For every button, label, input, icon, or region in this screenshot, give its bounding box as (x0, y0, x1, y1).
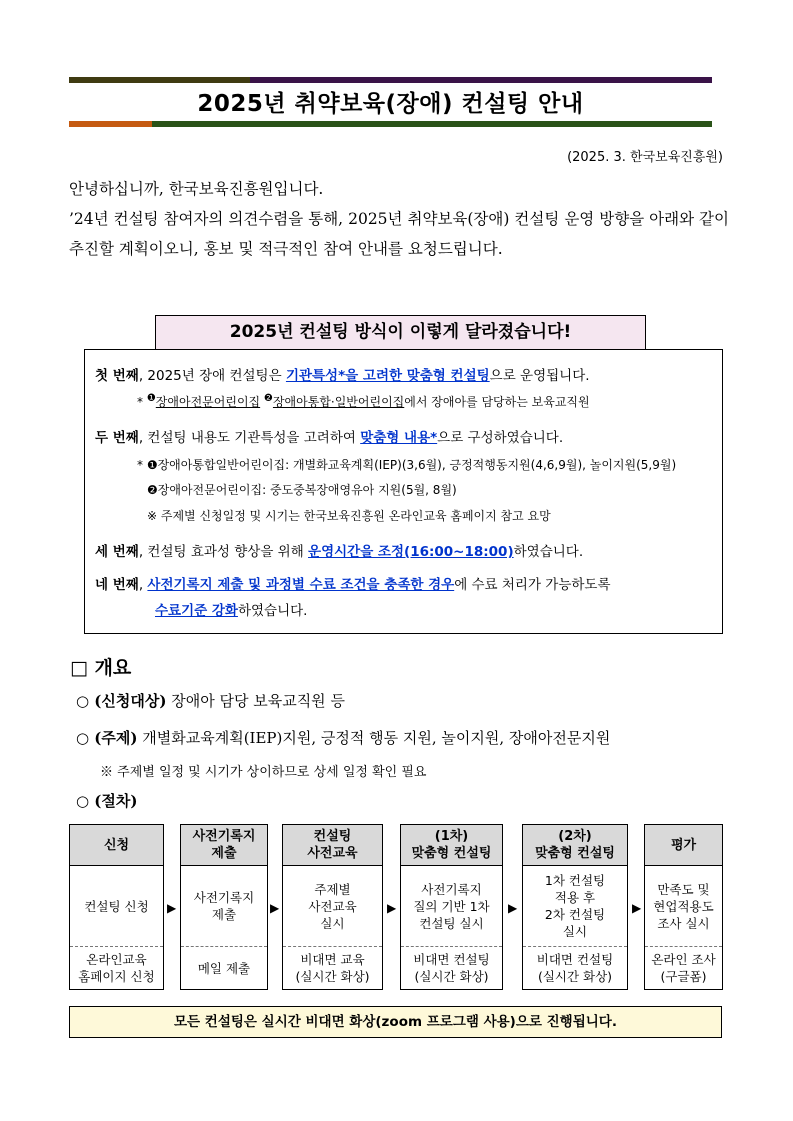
procedure-step-header: 사전기록지 제출 (181, 825, 267, 866)
title-bar-top-accent (69, 77, 250, 83)
changes-heading: 2025년 컨설팅 방식이 이렇게 달라졌습니다! (155, 315, 646, 350)
procedure-step (282, 824, 383, 990)
change-item-4 (95, 573, 611, 593)
change-item-3 (95, 540, 583, 560)
change-1-pre: , 2025년 장애 컨설팅은 (138, 368, 286, 384)
footer-note: 모든 컨설팅은 실시간 비대면 화상(zoom 프로그램 사용)으로 진행됩니다. (69, 1006, 722, 1038)
change-1-note-star: * (137, 395, 143, 409)
procedure-step-header: (1차) 맞춤형 컨설팅 (401, 825, 502, 866)
change-1-note-a: 장애아전문어린이집 (155, 395, 261, 409)
change-1-note (137, 393, 590, 410)
procedure-step-header: (2차) 맞춤형 컨설팅 (523, 825, 627, 866)
procedure-step-footer: 비대면 컨설팅 (실시간 화상) (413, 952, 490, 984)
procedure-arrow-icon: ▶ (270, 901, 280, 915)
procedure-arrow-icon: ▶ (167, 901, 177, 915)
procedure-step-footer: 비대면 컨설팅 (실시간 화상) (536, 952, 614, 984)
intro (69, 174, 729, 264)
change-2-note-line3: ※ 주제별 신청일정 및 시기는 한국보육진흥원 온라인교육 홈페이지 참고 요망 (147, 509, 551, 523)
change-1-highlight: 기관특성*을 고려한 맞춤형 컨설팅 (285, 368, 490, 384)
change-2-ordinal: 두 번째 (95, 430, 139, 446)
overview-topic-label: ○ (주제) (76, 729, 138, 747)
change-4-pre: , (138, 577, 148, 593)
overview-procedure-label: ○ (절차) (76, 792, 138, 810)
procedure-step-footer: 비대면 교육 (실시간 화상) (295, 952, 370, 984)
change-2-pre: , 컨설팅 내용도 기관특성을 고려하여 (138, 430, 361, 446)
procedure-step (69, 824, 164, 990)
overview-procedure (76, 790, 138, 811)
overview-topic (76, 727, 610, 748)
procedure-step-header: 컨설팅 사전교육 (283, 825, 382, 866)
change-2-note-star: * (137, 458, 143, 472)
procedure-step-footer: 메일 제출 (197, 960, 251, 976)
procedure-step (644, 824, 723, 990)
date-line: (2025. 3. 한국보육진흥원) (567, 150, 723, 165)
change-2-note-line1-text: ❶장애아통합일반어린이집: 개별화교육계획(IEP)(3,6월), 긍정적행동지원(4,6,9월), 놀이지원(5,9월) (146, 458, 677, 472)
procedure-arrow-icon: ▶ (508, 901, 518, 915)
overview-topic-note: ※ 주제별 일정 및 시기가 상이하므로 상세 일정 확인 필요 (100, 765, 427, 780)
procedure-step-main: 만족도 및 현업적용도 조사 실시 (645, 866, 722, 947)
change-3-ordinal: 세 번째 (95, 544, 139, 560)
procedure-step-main: 주제별 사전교육 실시 (283, 866, 382, 947)
change-3-post: 하였습니다. (513, 544, 584, 560)
procedure-arrow-icon: ▶ (387, 901, 397, 915)
change-item-4-cont (155, 599, 307, 619)
change-1-post: 으로 운영됩니다. (489, 368, 590, 384)
title-bar-bottom (69, 121, 712, 127)
change-1-ordinal: 첫 번째 (95, 368, 139, 384)
procedure-step-main: 컨설팅 신청 (70, 866, 163, 947)
procedure-step-main: 1차 컨설팅 적용 후 2차 컨설팅 실시 (523, 866, 627, 947)
procedure-step-footer: 온라인 조사 (구글폼) (651, 952, 716, 984)
changes-box (84, 349, 723, 634)
change-1-note-b: 장애아통합·일반어린이집 (272, 395, 405, 409)
procedure-arrow-icon: ▶ (632, 901, 642, 915)
overview-target-text: 장애아 담당 보육교직원 등 (166, 692, 345, 710)
procedure-step (400, 824, 503, 990)
change-2-post: 으로 구성하였습니다. (437, 430, 564, 446)
change-1-note-n2: ❷ (263, 393, 273, 404)
intro-body: ’24년 컨설팅 참여자의 의견수렴을 통해, 2025년 취약보육(장애) 컨설팅 운영 방향을 아래와 같이 추진할 계획이오니, 홍보 및 적극적인 참여 안내를 요청드립니다. (69, 210, 729, 258)
procedure-step (522, 824, 628, 990)
change-2-note-line1 (137, 456, 676, 473)
page-title: 2025년 취약보육(장애) 컨설팅 안내 (197, 91, 584, 117)
change-4-post: 하였습니다. (237, 603, 308, 619)
change-4-ordinal: 네 번째 (95, 577, 139, 593)
overview-target-label: ○ (신청대상) (76, 692, 167, 710)
change-1-note-rest: 에서 장애아를 담당하는 보육교직원 (404, 395, 590, 409)
title-bar-bottom-accent (69, 121, 152, 127)
change-4-highlight2: 수료기준 강화 (155, 603, 238, 619)
procedure-step-main: 사전기록지 질의 기반 1차 컨설팅 실시 (401, 866, 502, 947)
change-item-1 (95, 364, 590, 384)
overview-target (76, 690, 345, 711)
change-2-highlight: 맞춤형 내용* (360, 430, 438, 446)
procedure-step (180, 824, 268, 990)
overview-heading: □ 개요 (70, 657, 132, 679)
procedure-step-main: 사전기록지 제출 (181, 866, 267, 947)
procedure-step-header: 평가 (645, 825, 722, 866)
procedure-step-footer: 온라인교육 홈페이지 신청 (78, 952, 155, 984)
overview-topic-text: 개별화교육계획(IEP)지원, 긍정적 행동 지원, 놀이지원, 장애아전문지원 (137, 729, 611, 747)
change-4-mid: 에 수료 처리가 가능하도록 (454, 577, 611, 593)
procedure-step-header: 신청 (70, 825, 163, 866)
change-1-note-n1: ❶ (146, 393, 156, 404)
change-3-highlight: 운영시간을 조정(16:00~18:00) (308, 544, 514, 560)
intro-greeting: 안녕하십니까, 한국보육진흥원입니다. (69, 180, 324, 198)
change-2-note-line2: ❷장애아전문어린이집: 중도중복장애영유아 지원(5월, 8월) (147, 483, 457, 497)
change-item-2 (95, 426, 563, 446)
change-4-highlight1: 사전기록지 제출 및 과정별 수료 조건을 충족한 경우 (147, 577, 455, 593)
change-3-pre: , 컨설팅 효과성 향상을 위해 (138, 544, 309, 560)
